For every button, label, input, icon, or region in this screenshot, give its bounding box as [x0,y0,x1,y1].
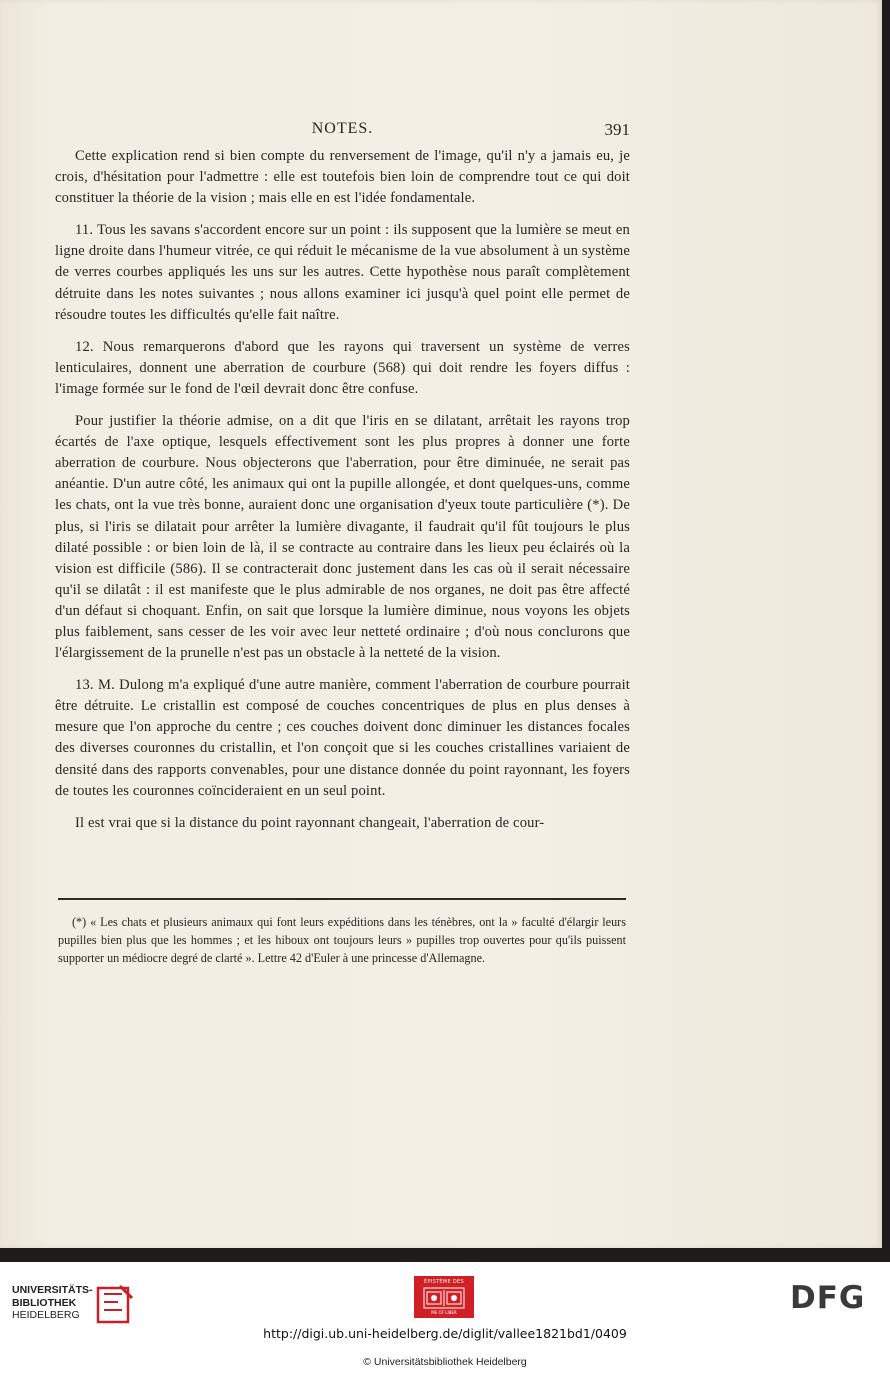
university-line-1: UNIVERSITÄTS- [12,1284,93,1296]
university-library-name [12,1284,93,1322]
footnote-divider [58,898,626,900]
episteme-top-text: ÉPISTÈME DES [424,1279,464,1285]
page-header [55,120,630,142]
running-title: NOTES. [311,120,374,137]
paragraph-6: Il est vrai que si la distance du point rayonnant changeait, l'aberration de cour- [75,814,545,831]
paragraph-1: Cette explication rend si bien compte du renversement de l'image, qu'il n'y a jamais eu, je crois, d'hésitation pour l'admettre : elle est toutefois bien loin de comprendre tout ce qui doit constituer la théorie de la vision ; mais elle en est l'idée fondamentale. [55,148,630,207]
footnote-text: (*) « Les chats et plusieurs animaux qui font leurs expéditions dans les ténèbres, ont la » faculté d'élargir leurs pupilles bien plus que les hommes ; et les hiboux ont toujours leurs » pupilles trop ouvertes pour qu'ils puissent supporter un médiocre degré de clarté ». Lettre 42 d'Euler à une princesse d'Allemagne. [58,915,626,965]
dfg-logo-text: DFG [790,1280,866,1316]
permalink-url[interactable]: http://digi.ub.uni-heidelberg.de/diglit/vallee1821bd1/0409 [263,1326,627,1341]
viewer-footer [0,1262,890,1377]
university-line-3: HEIDELBERG [12,1309,80,1321]
paragraph-4: Pour justifier la théorie admise, on a dit que l'iris en se dilatant, arrêtait les rayons trop écartés de l'axe optique, lesquels effectivement sont les plus propres à donner une forte aberration de courbure. Nous objecterons que l'aberration, pour être diminuée, ne serait pas anéantie. D'un autre côté, les animaux qui ont la pupille allongée, et dont quelques-uns, comme les chats, ont la vue très bonne, auraient donc une organisation d'yeux toute particulière (*). De plus, si l'iris se dilatait pour arrêter la lumière divagante, il faudrait qu'il fût toujours le plus dilaté possible : or bien loin de là, il se contracte au contraire dans les lieux peu éclairés où la vision est difficile (586). Il se contracterait donc justement dans les cas où il serait nécessaire qu'il se dilatât : il est manifeste que le plus admirable de nos organes, ne doit pas être affecté d'un défaut si choquant. Enfin, on sait que lorsque la lumière diminue, nous voyons les objets plus faiblement, sans cesser de les voir avec leur netteté ordinaire ; d'où nous conclurons que l'élargissement de la prunelle n'est pas un obstacle à la netteté de la vision. [55,413,630,662]
university-line-2: BIBLIOTHEK [12,1296,77,1309]
main-text [55,146,630,845]
university-library-logo[interactable] [12,1282,137,1328]
paragraph-3: 12. Nous remarquerons d'abord que les rayons qui traversent un système de verres lenticulaires, donnent une aberration de courbure (568) qui doit rendre les foyers diffus : l'image formée sur le fond de l'œil devrait donc être confuse. [55,338,630,397]
paragraph-2: 11. Tous les savans s'accordent encore sur un point : ils supposent que la lumière se meut en ligne droite dans l'humeur vitrée, ce qui réduit le mécanisme de la vue absolument à un système de verres courbes appliqués les uns sur les autres. Cette hypothèse nous paraît complètement détruite dans les notes suivantes ; nous allons examiner ici jusqu'à quel point elle permet de résoudre toutes les difficultés qu'elle fait naître. [55,222,630,323]
paragraph-5: 13. M. Dulong m'a expliqué d'une autre manière, comment l'aberration de courbure pourrait être détruite. Le cristallin est composé de couches concentriques de plus en plus denses à mesure que l'on approche du centre ; ces couches doivent donc diminuer les distances focales des diverses couronnes du cristallin, et l'on conçoit que si les couches cristallines variaient de densité dans des rapports convenables, pour une distance donnée du point rayonnant, les foyers de toutes les couronnes coïncideraient en un seul point. [55,677,630,799]
episteme-logo[interactable] [414,1276,474,1318]
page-number: 391 [604,120,630,139]
footnote [58,914,626,967]
university-mark-icon [90,1282,136,1328]
book-emblem-icon [423,1287,465,1309]
copyright-notice: © Universitätsbibliothek Heidelberg [363,1356,527,1368]
episteme-bottom-text: ME OF LIBER [431,1310,457,1315]
dfg-logo[interactable] [790,1282,876,1314]
